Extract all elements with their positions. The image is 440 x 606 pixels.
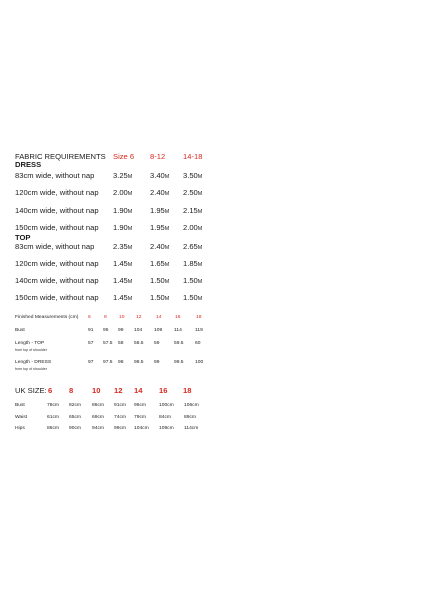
uk-size: 14: [134, 386, 143, 395]
fabric-value: 1.45M: [113, 276, 133, 285]
fabric-value: 2.00M: [113, 188, 133, 197]
uk-value: 100cm: [159, 403, 174, 408]
finished-value: 59.5: [174, 341, 184, 346]
fabric-row-label: 140cm wide, without nap: [15, 206, 99, 215]
size-col-1: Size 6: [113, 152, 135, 161]
uk-value: 94cm: [92, 426, 104, 431]
finished-size: 6: [88, 315, 91, 320]
uk-size: 10: [92, 386, 101, 395]
fabric-value: 3.50M: [183, 171, 203, 180]
fabric-value: 2.40M: [150, 188, 170, 197]
finished-value: 91: [88, 328, 94, 333]
finished-value: 97: [88, 360, 94, 365]
fabric-value: 3.25M: [113, 171, 133, 180]
fabric-value: 1.50M: [150, 293, 170, 302]
fabric-value: 2.00M: [183, 223, 203, 232]
uk-value: 74cm: [114, 415, 126, 420]
finished-value: 58.5: [134, 341, 144, 346]
finished-size: 10: [119, 315, 125, 320]
uk-size: 12: [114, 386, 123, 395]
finished-size: 8: [104, 315, 107, 320]
finished-value: 98.5: [134, 360, 144, 365]
uk-value: 90cm: [69, 426, 81, 431]
finished-size: 14: [156, 315, 162, 320]
uk-value: 82cm: [69, 403, 81, 408]
finished-value: 99: [118, 328, 124, 333]
fabric-value: 1.50M: [183, 276, 203, 285]
dress-section-title: DRESS: [15, 160, 42, 169]
finished-size: 16: [175, 315, 181, 320]
uk-value: 96cm: [134, 403, 146, 408]
size-col-2: 8-12: [150, 152, 166, 161]
uk-size: 16: [159, 386, 168, 395]
uk-value: 104cm: [134, 426, 149, 431]
fabric-row-label: 140cm wide, without nap: [15, 276, 99, 285]
fabric-value: 1.85M: [183, 259, 203, 268]
fabric-row-label: 150cm wide, without nap: [15, 293, 99, 302]
finished-row-label: Length - DRESS: [15, 360, 52, 365]
finished-value: 58: [118, 341, 124, 346]
finished-heading: Finished Measurements (cm): [15, 315, 79, 320]
uk-value: 65cm: [69, 415, 81, 420]
finished-value: 57: [88, 341, 94, 346]
fabric-value: 1.45M: [113, 259, 133, 268]
fabric-value: 1.90M: [113, 206, 133, 215]
finished-row-label: Length - TOP: [15, 341, 45, 346]
uk-row-label: Bust: [15, 403, 25, 408]
uk-value: 78cm: [47, 403, 59, 408]
uk-value: 99cm: [114, 426, 126, 431]
finished-size: 12: [136, 315, 142, 320]
fabric-row-label: 150cm wide, without nap: [15, 223, 99, 232]
fabric-value: 2.65M: [183, 242, 203, 251]
fabric-value: 1.50M: [183, 293, 203, 302]
finished-size: 18: [196, 315, 202, 320]
fabric-value: 1.45M: [113, 293, 133, 302]
finished-value: 109: [154, 328, 163, 333]
uk-size: 6: [48, 386, 53, 395]
uk-value: 86cm: [47, 426, 59, 431]
finished-value: 119: [195, 328, 203, 333]
uk-value: 69cm: [92, 415, 104, 420]
fabric-value: 1.90M: [113, 223, 133, 232]
uk-value: 114cm: [184, 426, 199, 431]
finished-row-sublabel: from top of shoulder: [15, 348, 47, 352]
uk-value: 86cm: [92, 403, 104, 408]
finished-value: 95: [103, 328, 109, 333]
finished-value: 60: [195, 341, 201, 346]
fabric-row-label: 120cm wide, without nap: [15, 259, 99, 268]
fabric-value: 1.50M: [150, 276, 170, 285]
fabric-value: 2.35M: [113, 242, 133, 251]
uk-value: 106cm: [184, 403, 199, 408]
finished-value: 114: [174, 328, 182, 333]
finished-value: 97.5: [103, 360, 113, 365]
uk-value: 109cm: [159, 426, 174, 431]
fabric-row-label: 83cm wide, without nap: [15, 171, 95, 180]
uk-row-label: Hips: [15, 426, 25, 431]
uk-size: 18: [183, 386, 192, 395]
uk-row-label: Waist: [15, 415, 28, 420]
fabric-value: 3.40M: [150, 171, 170, 180]
finished-row-label: Bust: [15, 328, 25, 333]
fabric-value: 1.95M: [150, 206, 170, 215]
finished-value: 99.5: [174, 360, 184, 365]
size-col-3: 14-18: [183, 152, 203, 161]
uk-heading: UK SIZE:: [15, 386, 47, 395]
uk-value: 91cm: [114, 403, 126, 408]
fabric-value: 2.40M: [150, 242, 170, 251]
uk-size: 8: [69, 386, 74, 395]
finished-value: 57.5: [103, 341, 113, 346]
finished-value: 59: [154, 341, 160, 346]
finished-value: 104: [134, 328, 143, 333]
finished-value: 100: [195, 360, 204, 365]
fabric-value: 2.15M: [183, 206, 203, 215]
fabric-value: 2.50M: [183, 188, 203, 197]
fabric-row-label: 83cm wide, without nap: [15, 242, 95, 251]
finished-value: 98: [118, 360, 124, 365]
fabric-heading: FABRIC REQUIREMENTS: [15, 152, 106, 161]
finished-value: 99: [154, 360, 160, 365]
uk-value: 89cm: [184, 415, 196, 420]
finished-row-sublabel: from top of shoulder: [15, 367, 47, 371]
uk-value: 79cm: [134, 415, 146, 420]
uk-value: 61cm: [47, 415, 59, 420]
fabric-row-label: 120cm wide, without nap: [15, 188, 99, 197]
fabric-value: 1.95M: [150, 223, 170, 232]
top-section-title: TOP: [15, 233, 31, 242]
fabric-value: 1.65M: [150, 259, 170, 268]
uk-value: 84cm: [159, 415, 171, 420]
